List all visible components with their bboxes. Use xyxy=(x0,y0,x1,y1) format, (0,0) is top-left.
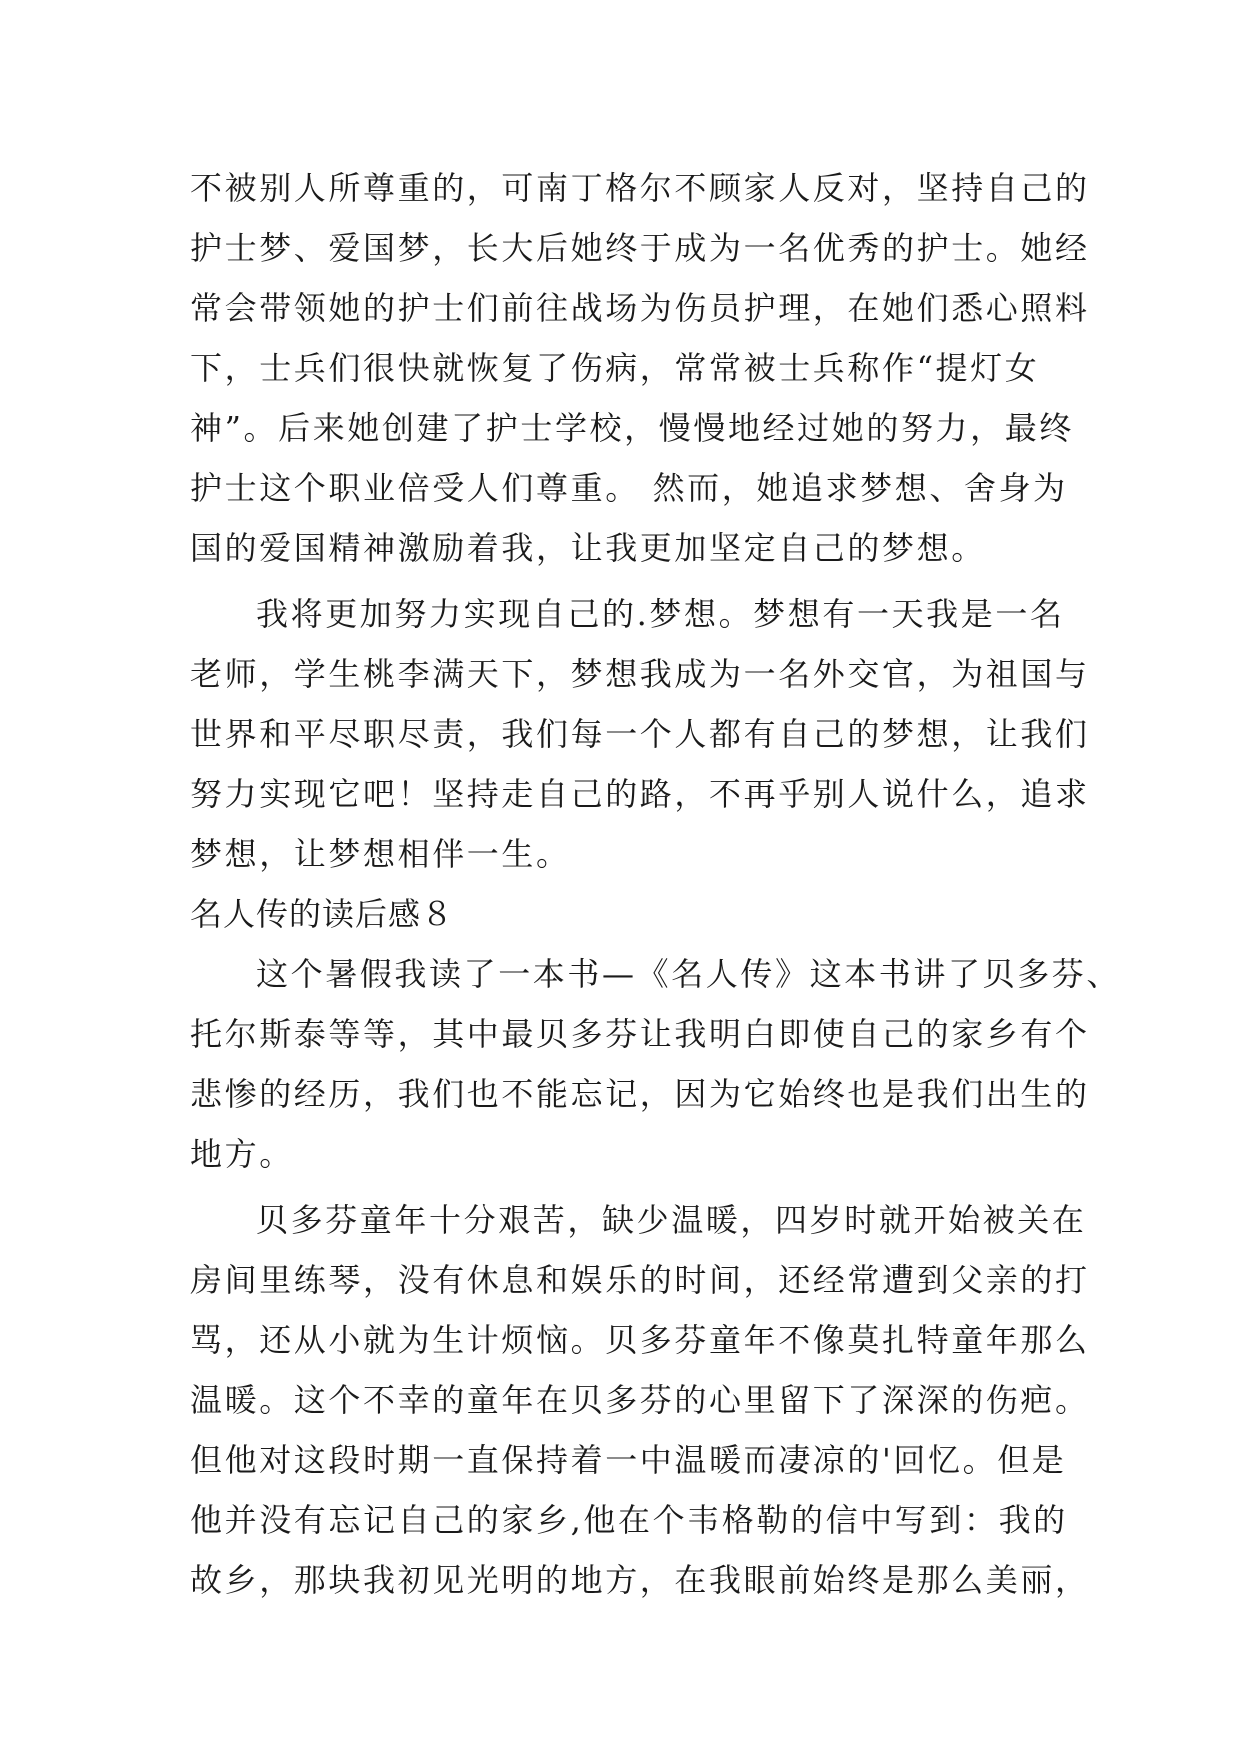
text-line: 常会带领她的护士们前往战场为伤员护理，在她们悉心照料 xyxy=(190,289,1090,327)
paragraph-beethoven xyxy=(190,1190,1090,1610)
document-page xyxy=(190,158,1122,1610)
text-line: 他并没有忘记自己的家乡,他在个韦格勒的信中写到：我的 xyxy=(190,1501,1068,1539)
section-heading: 名人传的读后感８ xyxy=(190,895,455,933)
text-line: 不被别人所尊重的，可南丁格尔不顾家人反对，坚持自己的 xyxy=(190,169,1090,207)
text-line: 骂，还从小就为生计烦恼。贝多芬童年不像莫扎特童年那么 xyxy=(190,1321,1090,1359)
text-line: 护士这个职业倍受人们尊重。 然而，她追求梦想、舍身为 xyxy=(190,469,1068,507)
paragraph-dream xyxy=(190,584,1090,884)
text-line: 我将更加努力实现自己的.梦想。梦想有一天我是一名 xyxy=(256,595,1065,633)
text-line: 贝多芬童年十分艰苦，缺少温暖，四岁时就开始被关在 xyxy=(256,1201,1087,1239)
text-line: 这个暑假我读了一本书—《名人传》这本书讲了贝多芬、 xyxy=(256,955,1122,993)
text-line: 但他对这段时期一直保持着一中温暖而凄凉的'回忆。但是 xyxy=(190,1441,1067,1479)
text-line: 国的爱国精神激励着我，让我更加坚定自己的梦想。 xyxy=(190,529,986,567)
text-line: 神”。后来她创建了护士学校，慢慢地经过她的努力，最终 xyxy=(190,409,1074,447)
text-line: 地方。 xyxy=(190,1135,294,1173)
text-line: 努力实现它吧！坚持走自己的路，不再乎别人说什么，追求 xyxy=(190,775,1090,813)
text-line: 温暖。这个不幸的童年在贝多芬的心里留下了深深的伤疤。 xyxy=(190,1381,1090,1419)
paragraph-nightingale xyxy=(190,158,1090,578)
text-line: 下，士兵们很快就恢复了伤病，常常被士兵称作“提灯女 xyxy=(190,349,1040,387)
text-line: 故乡，那块我初见光明的地方，在我眼前始终是那么美丽， xyxy=(190,1561,1090,1599)
text-line: 护士梦、爱国梦，长大后她终于成为一名优秀的护士。她经 xyxy=(190,229,1090,267)
text-line: 梦想，让梦想相伴一生。 xyxy=(190,835,571,873)
text-line: 悲惨的经历，我们也不能忘记，因为它始终也是我们出生的 xyxy=(190,1075,1090,1113)
text-line: 老师，学生桃李满天下，梦想我成为一名外交官，为祖国与 xyxy=(190,655,1090,693)
paragraph-summer-reading xyxy=(190,944,1122,1184)
text-line: 世界和平尽职尽责，我们每一个人都有自己的梦想，让我们 xyxy=(190,715,1090,753)
text-line: 房间里练琴，没有休息和娱乐的时间，还经常遭到父亲的打 xyxy=(190,1261,1090,1299)
text-line: 托尔斯泰等等，其中最贝多芬让我明白即使自己的家乡有个 xyxy=(190,1015,1090,1053)
